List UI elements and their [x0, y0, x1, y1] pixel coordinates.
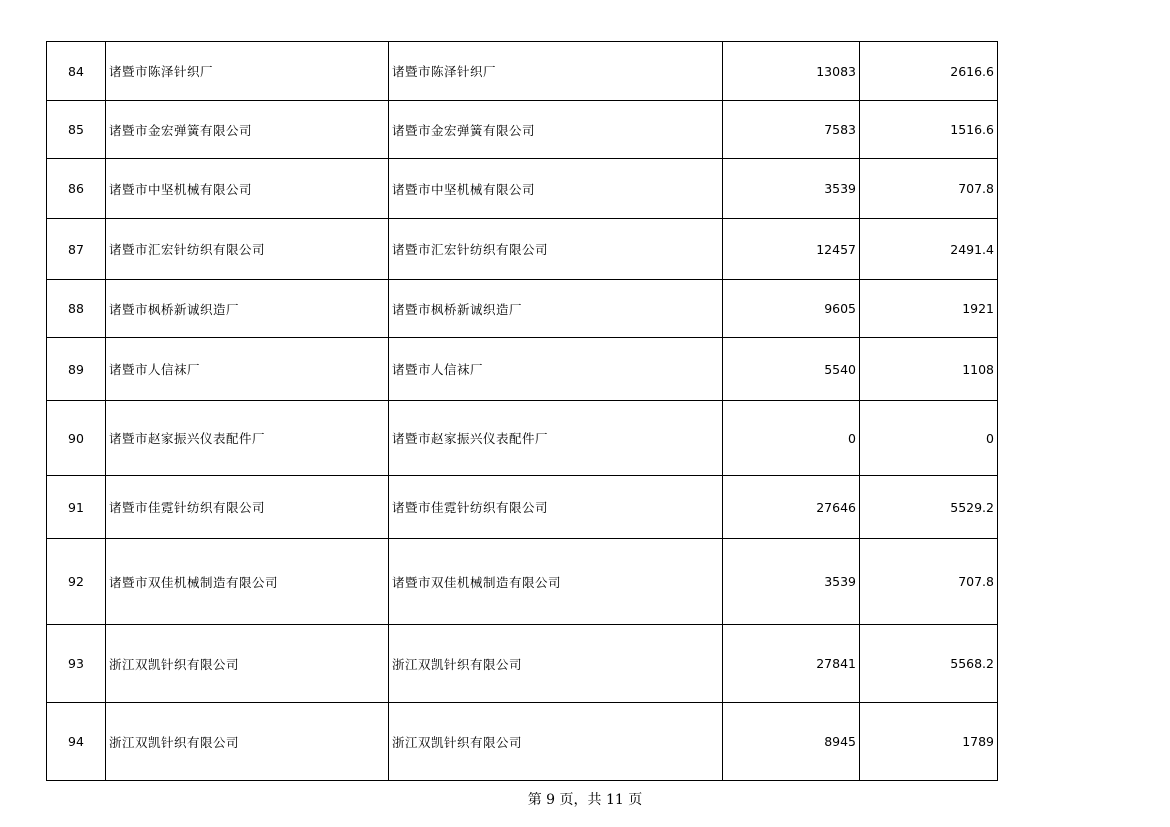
table-row: [47, 476, 998, 539]
unit-name-cell: 诸暨市枫桥新诚织造厂: [389, 280, 723, 338]
row-number-cell: 93: [47, 625, 106, 703]
table-row: [47, 159, 998, 219]
unit-name-cell: 诸暨市佳霓针纺织有限公司: [389, 476, 723, 539]
table-row: [47, 219, 998, 280]
value-2-cell: 1921: [860, 280, 998, 338]
value-1-cell: 13083: [723, 42, 860, 101]
table-row: [47, 539, 998, 625]
value-1-cell: 3539: [723, 159, 860, 219]
table-row: [47, 42, 998, 101]
unit-name-cell: 诸暨市汇宏针纺织有限公司: [389, 219, 723, 280]
table-row: [47, 101, 998, 159]
value-2-cell: 2491.4: [860, 219, 998, 280]
table-row: [47, 625, 998, 703]
table-row: [47, 338, 998, 401]
page-footer: 第 9 页，共 11 页: [527, 792, 643, 808]
value-2-cell: 2616.6: [860, 42, 998, 101]
unit-name-cell: 浙江双凯针织有限公司: [389, 703, 723, 781]
value-2-cell: 1108: [860, 338, 998, 401]
company-name-cell: 诸暨市人信袜厂: [106, 338, 389, 401]
row-number-cell: 88: [47, 280, 106, 338]
unit-name-cell: 浙江双凯针织有限公司: [389, 625, 723, 703]
value-1-cell: 5540: [723, 338, 860, 401]
data-table: [46, 41, 998, 781]
row-number-cell: 94: [47, 703, 106, 781]
company-name-cell: 浙江双凯针织有限公司: [106, 625, 389, 703]
value-1-cell: 3539: [723, 539, 860, 625]
unit-name-cell: 诸暨市双佳机械制造有限公司: [389, 539, 723, 625]
value-2-cell: 5529.2: [860, 476, 998, 539]
value-1-cell: 27646: [723, 476, 860, 539]
company-name-cell: 诸暨市佳霓针纺织有限公司: [106, 476, 389, 539]
company-name-cell: 浙江双凯针织有限公司: [106, 703, 389, 781]
company-name-cell: 诸暨市双佳机械制造有限公司: [106, 539, 389, 625]
row-number-cell: 84: [47, 42, 106, 101]
row-number-cell: 87: [47, 219, 106, 280]
unit-name-cell: 诸暨市人信袜厂: [389, 338, 723, 401]
row-number-cell: 86: [47, 159, 106, 219]
unit-name-cell: 诸暨市赵家振兴仪表配件厂: [389, 401, 723, 476]
table-row: [47, 280, 998, 338]
unit-name-cell: 诸暨市陈泽针织厂: [389, 42, 723, 101]
value-1-cell: 27841: [723, 625, 860, 703]
company-name-cell: 诸暨市赵家振兴仪表配件厂: [106, 401, 389, 476]
value-1-cell: 9605: [723, 280, 860, 338]
company-name-cell: 诸暨市汇宏针纺织有限公司: [106, 219, 389, 280]
row-number-cell: 89: [47, 338, 106, 401]
value-1-cell: 7583: [723, 101, 860, 159]
company-name-cell: 诸暨市陈泽针织厂: [106, 42, 389, 101]
table-row: [47, 401, 998, 476]
company-name-cell: 诸暨市枫桥新诚织造厂: [106, 280, 389, 338]
value-1-cell: 0: [723, 401, 860, 476]
company-name-cell: 诸暨市中坚机械有限公司: [106, 159, 389, 219]
value-2-cell: 0: [860, 401, 998, 476]
value-2-cell: 1516.6: [860, 101, 998, 159]
row-number-cell: 91: [47, 476, 106, 539]
table-row: [47, 703, 998, 781]
table-body: [47, 42, 998, 781]
value-1-cell: 12457: [723, 219, 860, 280]
row-number-cell: 90: [47, 401, 106, 476]
unit-name-cell: 诸暨市金宏弹簧有限公司: [389, 101, 723, 159]
value-1-cell: 8945: [723, 703, 860, 781]
value-2-cell: 707.8: [860, 159, 998, 219]
value-2-cell: 707.8: [860, 539, 998, 625]
row-number-cell: 85: [47, 101, 106, 159]
value-2-cell: 5568.2: [860, 625, 998, 703]
unit-name-cell: 诸暨市中坚机械有限公司: [389, 159, 723, 219]
value-2-cell: 1789: [860, 703, 998, 781]
company-name-cell: 诸暨市金宏弹簧有限公司: [106, 101, 389, 159]
row-number-cell: 92: [47, 539, 106, 625]
